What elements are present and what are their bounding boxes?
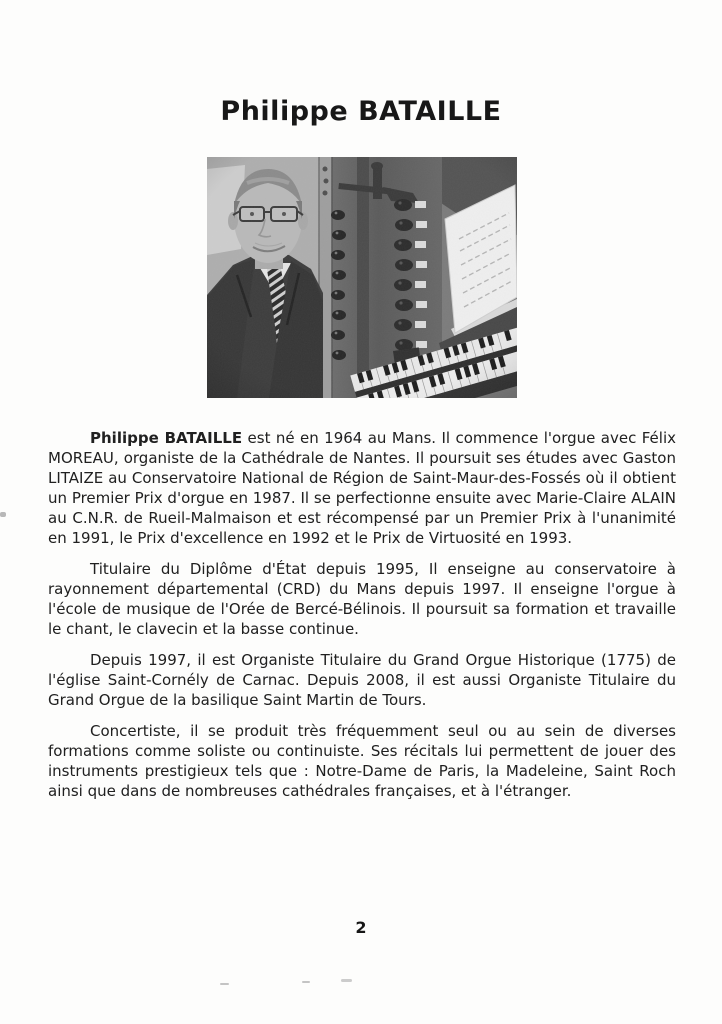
paragraph-3: Depuis 1997, il est Organiste Titulaire du Grand Orgue Historique (1775) de l'église Saint-Cornély de Carnac. Depuis 2008, il est aussi Organiste Titulaire du Grand Orgue de la basilique Saint Martin de Tours. [48,651,676,709]
scan-artifact [0,512,6,517]
biography-text [48,428,676,812]
paragraph-2: Titulaire du Diplôme d'État depuis 1995, Il enseigne au conservatoire à rayonnement départemental (CRD) du Mans depuis 1997. Il enseigne l'orgue à l'école de musique de l'Orée de Bercé-Bélinois. Il poursuit sa formation et travaille le chant, le clavecin et la basse continue. [48,560,676,638]
paragraph-1-text: est né en 1964 au Mans. Il commence l'orgue avec Félix MOREAU, organiste de la Cathédrale de Nantes. Il poursuit ses études avec Gaston LITAIZE au Conservatoire National de Région de Saint-Maur-des-Fossés où il obtient un Premier Prix d'orgue en 1987. Il se perfectionne ensuite avec Marie-Claire ALAIN au C.N.R. de Rueil-Malmaison et est récompensé par un Premier Prix à l'unanimité en 1991, le Prix d'excellence en 1992 et le Prix de Virtuosité en 1993. [48,429,676,547]
page-number: 2 [355,918,367,937]
scan-artifact [302,981,310,983]
portrait-photo-illustration [207,157,517,398]
paragraph-4: Concertiste, il se produit très fréquemment seul ou au sein de diverses formations comme soliste ou continuiste. Ses récitals lui permettent de jouer des instruments prestigieux tels que : Notre-Dame de Paris, la Madeleine, Saint Roch ainsi que dans de nombreuses cathédrales françaises, et à l'étranger. [48,722,676,800]
portrait-photo [207,157,517,398]
paragraph-1 [48,428,676,548]
subject-name-bold: Philippe BATAILLE [90,429,243,447]
scan-artifact [341,979,352,982]
photo-vignette [207,157,517,398]
scan-artifact [220,983,229,985]
page-title: Philippe BATAILLE [220,96,502,127]
